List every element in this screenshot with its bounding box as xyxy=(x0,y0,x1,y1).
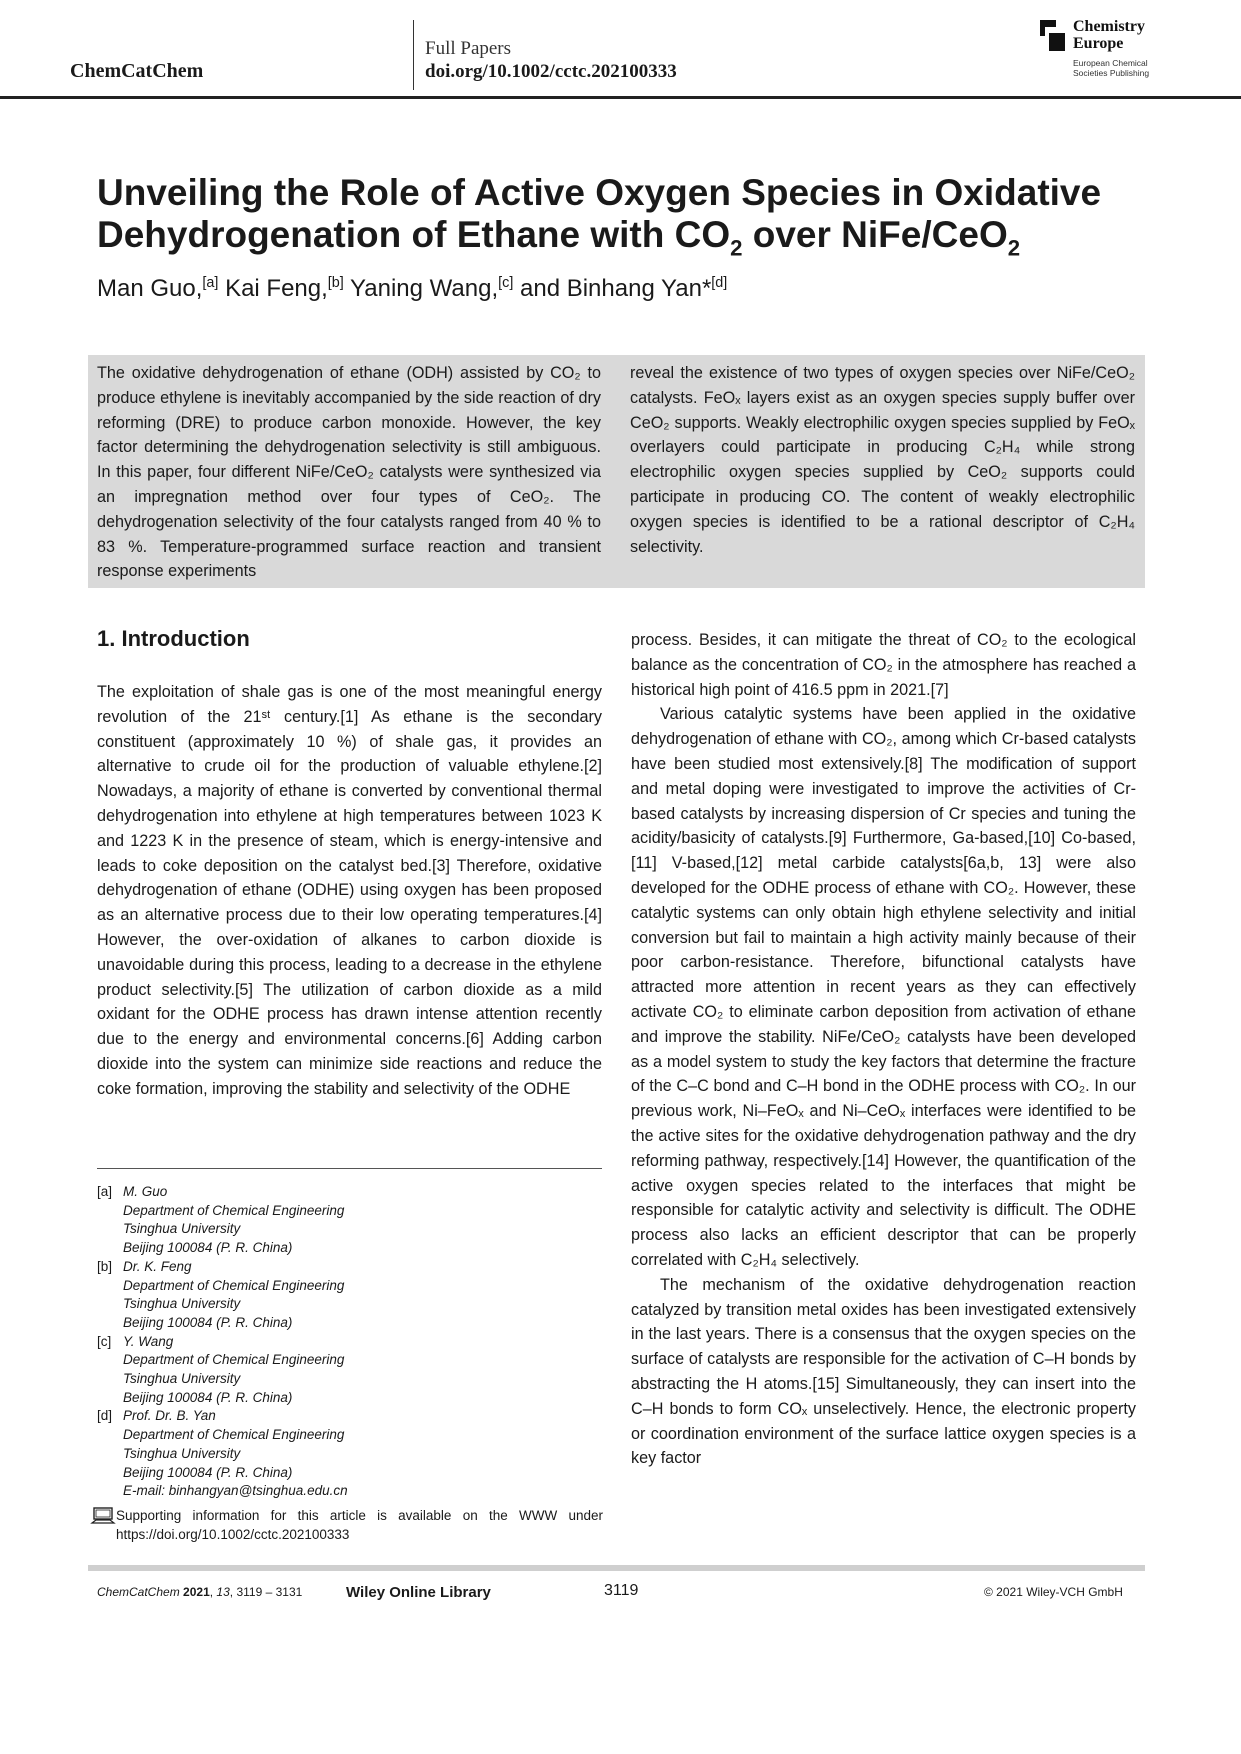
logo-mark-icon xyxy=(1040,20,1066,52)
affiliation-line: Tsinghua University xyxy=(123,1445,241,1461)
citation-year: 2021 xyxy=(183,1585,210,1599)
supporting-info xyxy=(90,1507,603,1544)
header-divider xyxy=(413,20,414,90)
affiliation-tag: [c] xyxy=(97,1333,112,1349)
affiliation-line: Prof. Dr. B. Yan xyxy=(123,1408,216,1424)
abstract-box xyxy=(88,355,1145,588)
title-sub-1: 2 xyxy=(730,235,743,261)
affiliation-item xyxy=(97,1333,602,1408)
logo-sub2: Societies Publishing xyxy=(1073,68,1150,78)
page-number: 3119 xyxy=(604,1582,639,1599)
affiliation-line: Tsinghua University xyxy=(123,1296,241,1312)
paragraph: The exploitation of shale gas is one of the most meaningful energy revolution of the 21ˢᵗ century.[1] As ethane is the secondary constituent (approximately 10 %) of shale gas, it provides an alternative to crude oil for the production of valuable ethylene.[2] Nowadays, a majority of ethane is converted by conventional thermal dehydrogenation into ethylene at high temperatures between 1023 K and 1223 K in the presence of steam, which is energy-intensive and leads to coke deposition on the catalyst bed.[3] Therefore, oxidative dehydrogenation of ethane (ODHE) using oxygen has been proposed as an alternative process due to their low operating temperatures.[4] However, the over-oxidation of alkanes to carbon dioxide is unavoidable during this process, leading to a decrease in the ethylene product selectivity.[5] The utilization of carbon dioxide as a mild oxidant for the ODHE process has drawn intense attention recently due to the energy and environmental concerns.[6] Adding carbon dioxide into the system can minimize side reactions and reduce the coke formation, improving the stability and selectivity of the ODHE xyxy=(97,683,602,1098)
footer-rule xyxy=(88,1565,1145,1571)
affiliation-line: Dr. K. Feng xyxy=(123,1258,192,1274)
article-title xyxy=(97,172,1157,261)
affiliation-line: Beijing 100084 (P. R. China) xyxy=(123,1464,293,1480)
affiliations xyxy=(97,1183,602,1501)
citation: ChemCatChem 2021, 13, 3119 – 3131 xyxy=(97,1585,303,1599)
body-right-column xyxy=(631,628,1136,1471)
email-link[interactable]: E-mail: binhangyan@tsinghua.edu.cn xyxy=(123,1483,348,1499)
title-line1: Unveiling the Role of Active Oxygen Species in Oxidative xyxy=(97,172,1102,213)
author-name[interactable]: Kai Feng, xyxy=(225,275,328,302)
paragraph: The mechanism of the oxidative dehydrogenation reaction catalyzed by transition metal oxides has been investigated extensively in the last years. There is a consensus that the oxygen species on the surface of catalysts are responsible for the activation of C–H bonds by abstracting the H atoms.[15] Simultaneously, they can insert into the C–H bonds to form COₓ unselectively. Hence, the electronic property or coordination environment of the surface lattice oxygen species is a key factor xyxy=(631,1275,1136,1468)
logo-sub1: European Chemical xyxy=(1073,58,1148,68)
affiliation-line: M. Guo xyxy=(123,1184,168,1199)
body-left-column xyxy=(97,680,602,1102)
title-line2-a: Dehydrogenation of Ethane with CO xyxy=(97,214,731,255)
title-line2 xyxy=(97,214,1157,261)
affiliation-line: Department of Chemical Engineering xyxy=(123,1427,345,1443)
author-name[interactable]: and Binhang Yan* xyxy=(520,275,712,302)
wiley-online-library-link[interactable]: Wiley Online Library xyxy=(346,1584,491,1601)
affiliation-line: Tsinghua University xyxy=(123,1371,241,1387)
section-heading: 1. Introduction xyxy=(97,626,250,651)
abstract-left: The oxidative dehydrogenation of ethane (ODH) assisted by CO₂ to produce ethylene is inevitably accompanied by the side reaction of dry reforming (DRE) to produce carbon monoxide. However, the key factor determining the dehydrogenation selectivity is still ambiguous. In this paper, four different NiFe/CeO₂ catalysts were synthesized via an impregnation method over four types of CeO₂. The dehydrogenation selectivity of the four catalysts ranged from 40 % to 83 %. Temperature-programmed surface reaction and transient response experiments xyxy=(97,364,601,581)
affiliation-line: Beijing 100084 (P. R. China) xyxy=(123,1389,293,1405)
article-type: Full Papers xyxy=(425,38,512,59)
computer-icon xyxy=(90,1507,116,1525)
copyright: © 2021 Wiley-VCH GmbH xyxy=(984,1585,1123,1599)
citation-volume: 13 xyxy=(216,1585,230,1599)
author-affiliation: [c] xyxy=(498,275,514,291)
affiliation-item xyxy=(97,1258,602,1333)
paragraph: process. Besides, it can mitigate the threat of CO₂ to the ecological balance as the concentration of CO₂ in the atmosphere has reached a historical high point of 416.5 ppm in 2021.[7] xyxy=(631,631,1136,699)
author-affiliation: [a] xyxy=(202,275,219,291)
title-sub-2: 2 xyxy=(1007,235,1021,261)
author-list xyxy=(97,275,727,303)
journal-name: ChemCatChem xyxy=(70,60,204,82)
paragraph: Various catalytic systems have been applied in the oxidative dehydrogenation of ethane with CO₂, among which Cr-based catalysts have been studied most extensively.[8] The modification of support and metal doping were investigated to improve the activities of Cr-based catalysts by increasing dispersion of Cr species and tuning the acidity/basicity of catalysts.[9] Furthermore, Ga-based,[10] Co-based,[11] V-based,[12] metal carbide catalysts[6a,b, 13] were also developed for the ODHE process of ethane with CO₂. However, these catalytic systems can only obtain high ethylene selectivity and initial conversion but fail to maintain a high activity mainly because of their poor carbon-resistance. Therefore, bifunctional catalysts have attracted more attention in recent years as they can effectively activate CO₂ to eliminate carbon deposition from activation of ethane and improve the stability. NiFe/CeO₂ catalysts have been developed as a model system to study the key factors that determine the fracture of the C–C bond and C–H bond in the ODHE process with CO₂. In our previous work, Ni–FeOₓ and Ni–CeOₓ interfaces were identified to be the active sites for the oxidative dehydrogenation pathway and the dry reforming pathway, respectively.[14] However, the quantification of the active oxygen species related to the interfaces that might be responsible for catalytic activity and selectivity is difficult. The ODHE process also lacks an efficient descriptor that can be properly correlated with C₂H₄ selectively. xyxy=(631,705,1136,1269)
affiliation-line: Y. Wang xyxy=(123,1333,174,1349)
affiliation-line: Department of Chemical Engineering xyxy=(123,1277,345,1293)
affiliation-item xyxy=(97,1183,602,1258)
author-name[interactable]: Man Guo, xyxy=(97,275,203,302)
affiliation-tag: [d] xyxy=(97,1408,113,1424)
affiliation-line: Beijing 100084 (P. R. China) xyxy=(123,1240,293,1256)
affiliation-line: Department of Chemical Engineering xyxy=(123,1352,345,1368)
logo-line1: Chemistry xyxy=(1073,18,1145,35)
affiliation-tag: [b] xyxy=(97,1258,113,1274)
footnote-rule xyxy=(97,1168,602,1169)
affiliation-tag: [a] xyxy=(97,1184,113,1199)
affiliation-line: Beijing 100084 (P. R. China) xyxy=(123,1314,293,1330)
logo-text xyxy=(1073,18,1145,52)
author-name[interactable]: Yaning Wang, xyxy=(350,275,499,302)
affiliation-line: Tsinghua University xyxy=(123,1221,241,1237)
citation-journal: ChemCatChem xyxy=(97,1585,180,1599)
logo-line2: Europe xyxy=(1073,35,1124,52)
logo-subtitle xyxy=(1073,58,1149,78)
citation-pages: 3119 – 3131 xyxy=(236,1585,303,1599)
header-rule xyxy=(0,96,1241,99)
affiliation-item xyxy=(97,1407,602,1501)
author-affiliation: [d] xyxy=(711,275,728,291)
abstract-right: reveal the existence of two types of oxygen species over NiFe/CeO₂ catalysts. FeOₓ layers exist as an oxygen species supply buffer over CeO₂ supports. Weakly electrophilic oxygen species supplied by FeOₓ overlayers could participate in producing C₂H₄ while strong electrophilic oxygen species supplied by CeO₂ supports could participate in producing CO. The content of weakly electrophilic oxygen species is identified to be a rational descriptor of C₂H₄ selectivity. xyxy=(630,364,1135,556)
doi-link[interactable]: doi.org/10.1002/cctc.202100333 xyxy=(425,61,677,82)
title-line2-b: over NiFe/CeO xyxy=(742,214,1008,255)
chemistry-europe-logo xyxy=(1040,18,1180,88)
author-affiliation: [b] xyxy=(327,275,344,291)
supporting-info-text[interactable]: Supporting information for this article is available on the WWW under https://doi.org/10.1002/cctc.202100333 xyxy=(116,1508,603,1542)
affiliation-line: Department of Chemical Engineering xyxy=(123,1202,345,1218)
